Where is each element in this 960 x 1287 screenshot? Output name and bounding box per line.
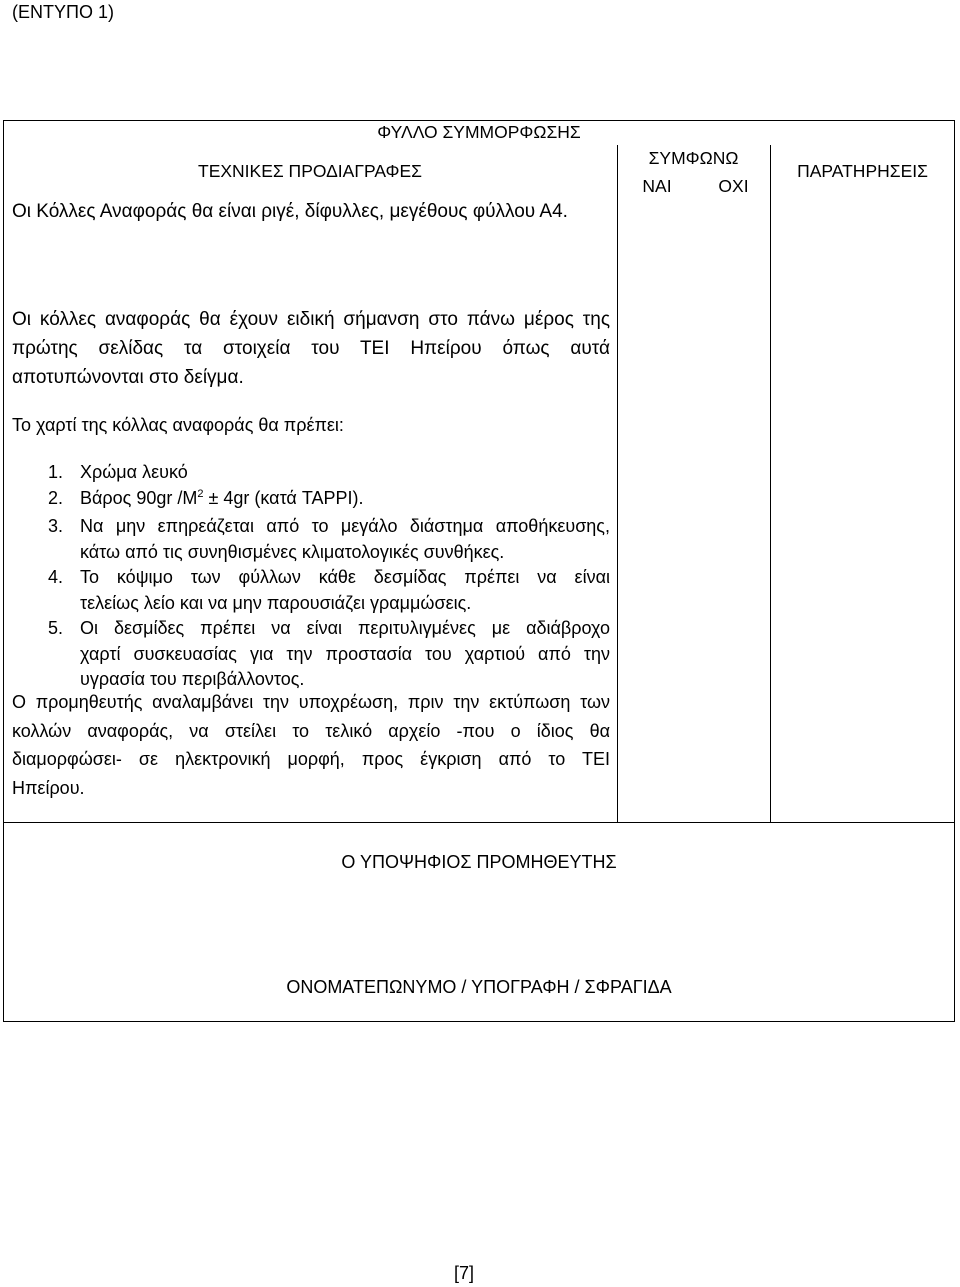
requirements-list (48, 460, 610, 693)
column-divider-remarks (770, 145, 771, 822)
superscript: 2 (197, 487, 204, 500)
requirement-item (48, 616, 610, 693)
candidate-supplier-label: Ο ΥΠΟΨΗΦΙΟΣ ΠΡΟΜΗΘΕΥΤΗΣ (341, 852, 617, 872)
page-number: [7] (453, 1263, 474, 1283)
list-number: 4. (48, 567, 64, 587)
column-header-remarks: ΠΑΡΑΤΗΡΗΣΕΙΣ (797, 161, 928, 181)
form-label: (ΕΝΤΥΠΟ 1) (12, 2, 115, 22)
list-number: 5. (48, 618, 64, 638)
paragraph-line: αποτυπώνονται στο δείγμα. (12, 367, 244, 388)
requirement-line: Να μην επηρεάζεται από το μεγάλο διάστημα αποθήκευσης, (80, 516, 610, 536)
list-number: 1. (48, 462, 64, 482)
paragraph-line: Ηπείρου. (12, 778, 85, 799)
paragraph-line: κολλών αναφοράς, να στείλει το τελικό αρχείο -που ο ίδιος θα (12, 720, 610, 741)
requirement-item (48, 565, 610, 616)
list-number: 3. (48, 516, 64, 536)
supplier-obligation-paragraph (12, 688, 610, 803)
requirement-line: Το κόψιμο των φύλλων κάθε δεσμίδας πρέπει να είναι (80, 567, 610, 587)
column-header-no: ΟΧΙ (718, 176, 749, 196)
signature-fields-label: ΟΝΟΜΑΤΕΠΩΝΥΜΟ / ΥΠΟΓΡΑΦΗ / ΣΦΡΑΓΙΔΑ (286, 977, 672, 997)
spec-intro: Οι Κόλλες Αναφοράς θα είναι ριγέ, δίφυλλες, μεγέθους φύλλου Α4. (12, 201, 568, 222)
requirement-line: Χρώμα λευκό (80, 462, 188, 482)
requirement-item (48, 514, 610, 565)
requirement-line: υγρασία του περιβάλλοντος. (80, 669, 305, 689)
paragraph-line: Ο προμηθευτής αναλαμβάνει την υποχρέωση, πριν την εκτύπωση των (12, 692, 610, 712)
requirement-line: κάτω από τις συνηθισμένες κλιματολογικές συνθήκες. (80, 541, 505, 562)
weight-text-after: ± 4gr (κατά TAPPI). (203, 487, 364, 508)
list-number: 2. (48, 487, 64, 508)
marking-paragraph (12, 305, 610, 392)
requirement-item (48, 460, 610, 486)
column-header-specs: ΤΕΧΝΙΚΕΣ ΠΡΟΔΙΑΓΡΑΦΕΣ (198, 161, 422, 181)
table-section-divider (3, 822, 955, 823)
requirement-line (80, 486, 610, 515)
requirement-line: Οι δεσμίδες πρέπει να είναι περιτυλιγμένες με αδιάβροχο (80, 618, 610, 638)
table-title: ΦΥΛΛΟ ΣΥΜΜΟΡΦΩΣΗΣ (377, 122, 581, 142)
requirement-line: τελείως λείο και να μην παρουσιάζει γραμμώσεις. (80, 592, 472, 613)
weight-text: Βάρος 90gr /Μ (80, 487, 198, 508)
paragraph-line: διαμορφώσει- σε ηλεκτρονική μορφή, προς έγκριση από το ΤΕΙ (12, 749, 610, 770)
column-header-yes: ΝΑΙ (642, 176, 672, 196)
requirement-line: χαρτί συσκευασίας για την προστασία του χαρτιού από την (80, 643, 610, 664)
paper-requirements-heading: Το χαρτί της κόλλας αναφοράς θα πρέπει: (12, 415, 344, 435)
column-divider-agree (617, 145, 618, 822)
paragraph-line: Οι κόλλες αναφοράς θα έχουν ειδική σήμανση στο πάνω μέρος της (12, 309, 610, 330)
requirement-item (48, 486, 610, 515)
column-header-agree: ΣΥΜΦΩΝΩ (648, 148, 739, 168)
paragraph-line: πρώτης σελίδας τα στοιχεία του ΤΕΙ Ηπείρου όπως αυτά (12, 338, 610, 359)
